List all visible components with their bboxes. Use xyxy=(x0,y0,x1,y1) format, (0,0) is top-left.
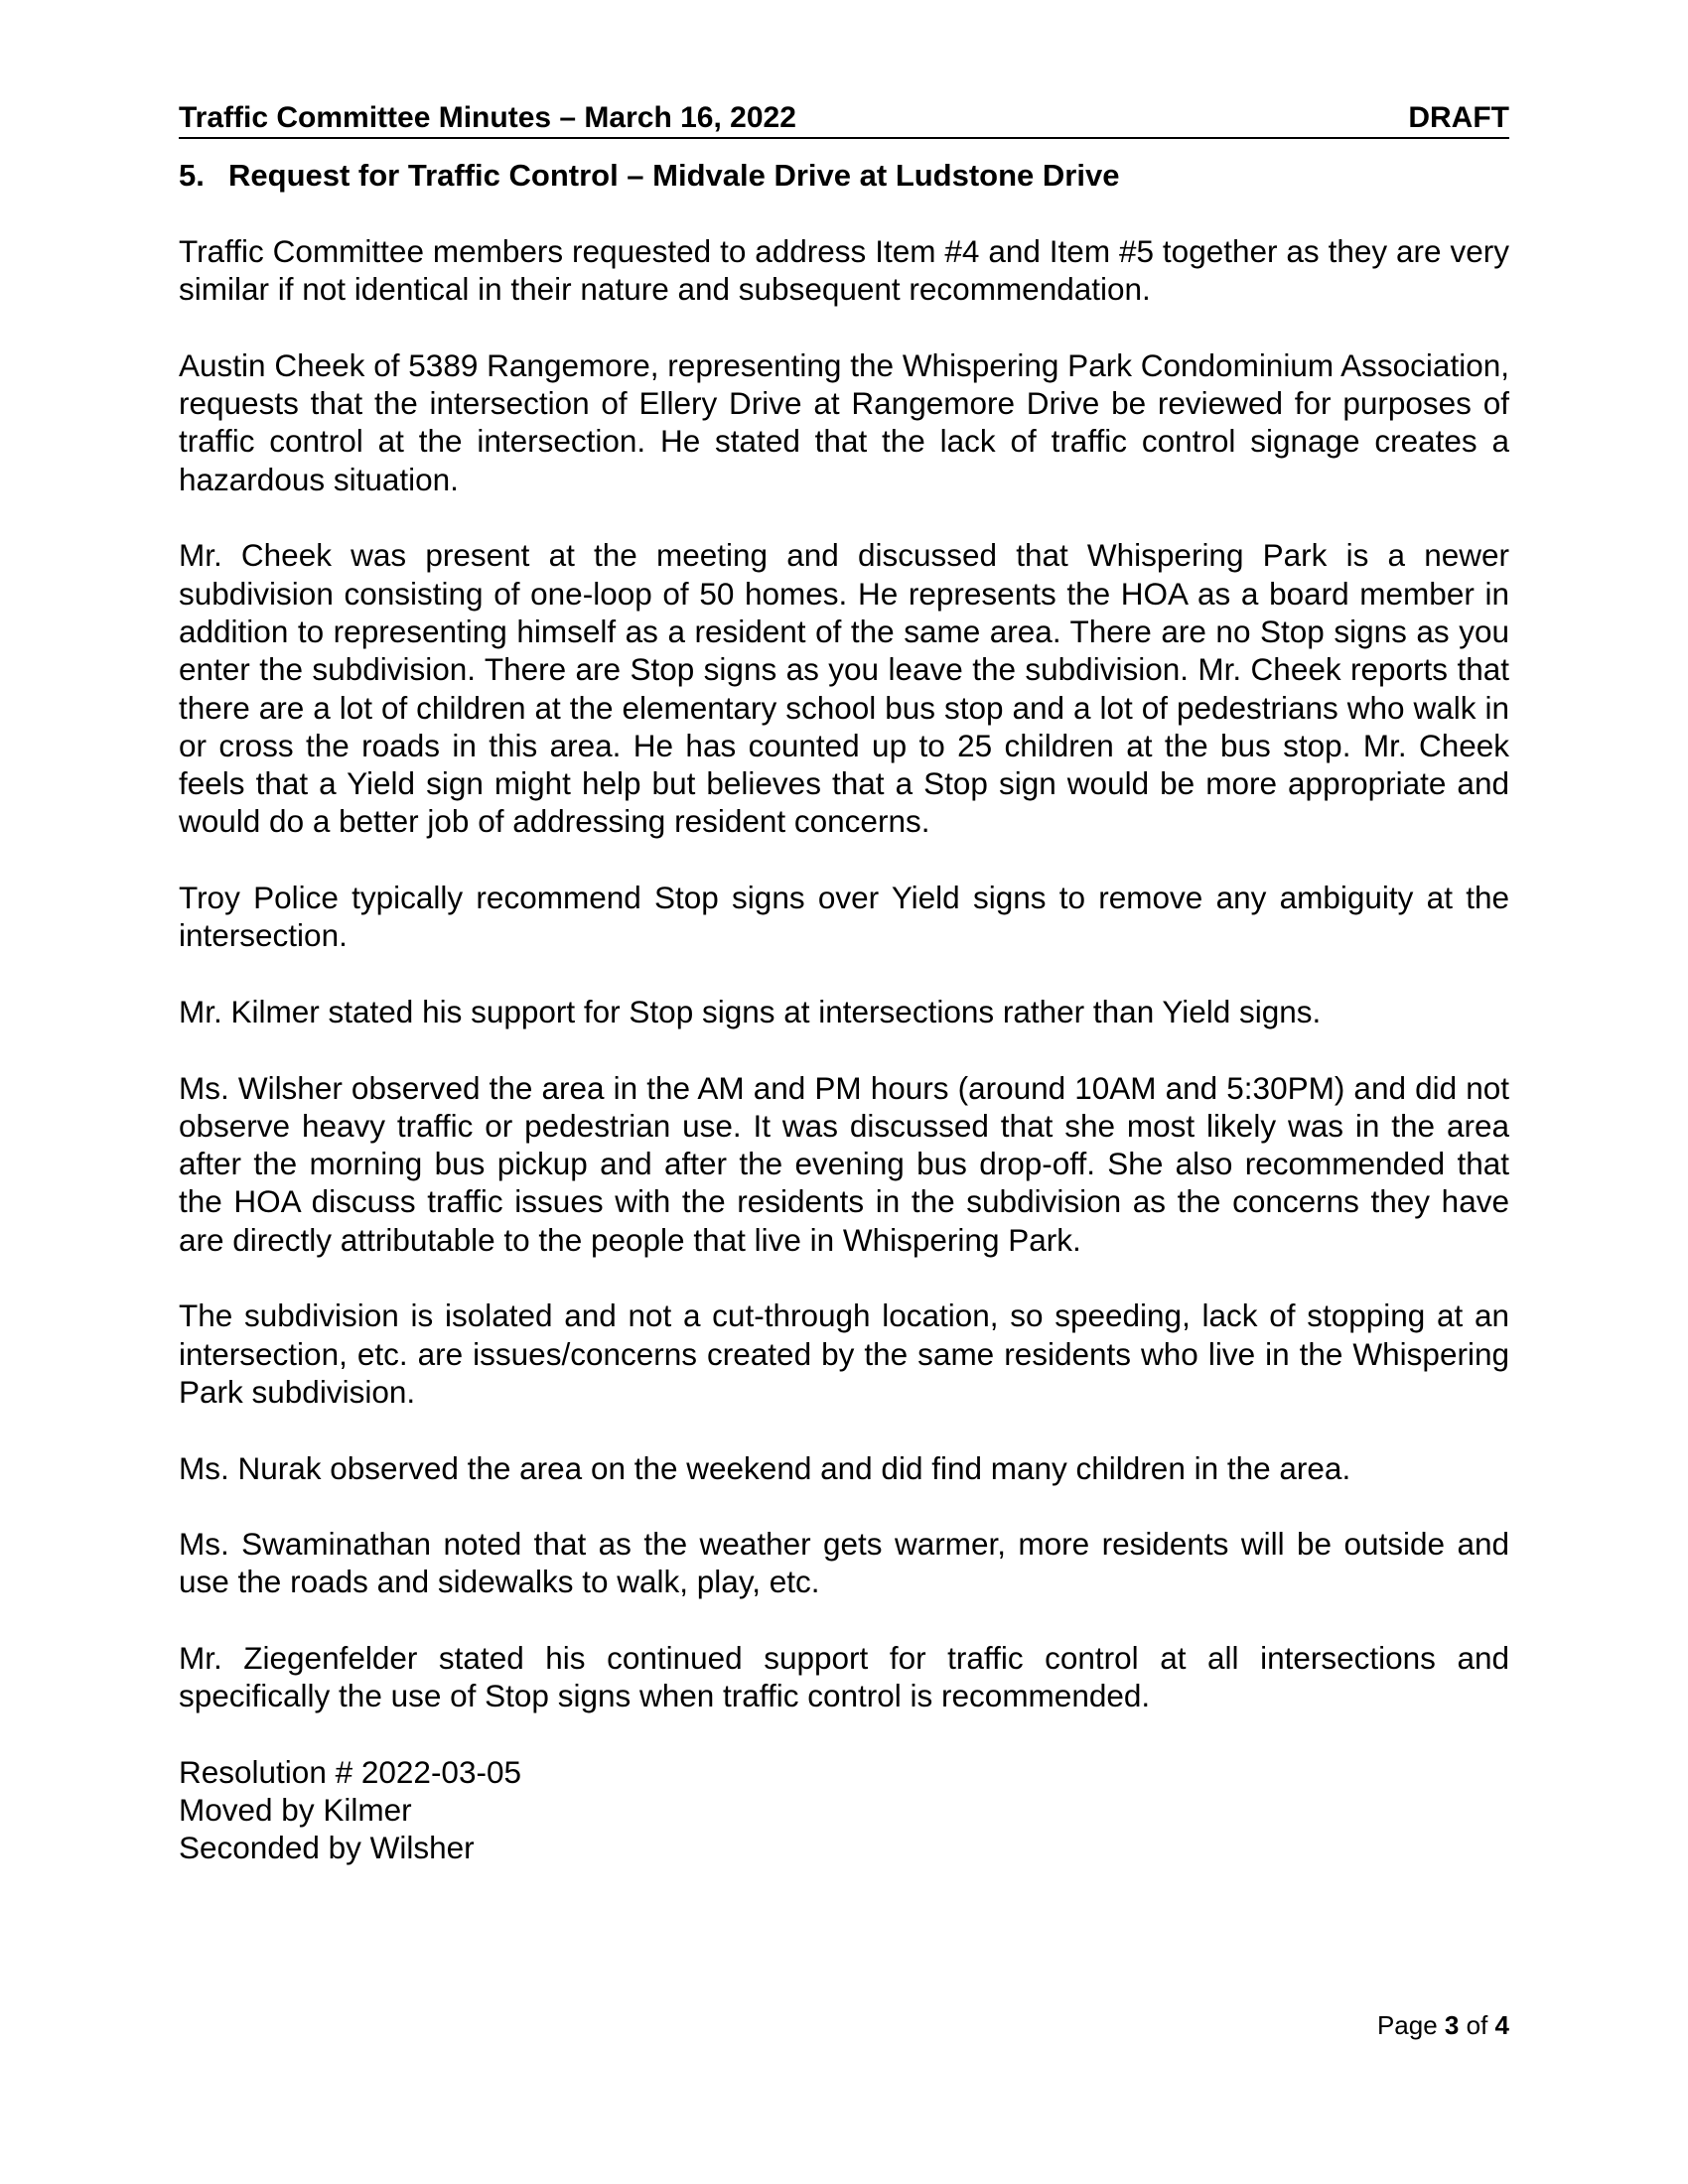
header-title: Traffic Committee Minutes – March 16, 2022 xyxy=(179,101,796,134)
paragraph-2: Austin Cheek of 5389 Rangemore, representing the Whispering Park Condominium Association, requests that the intersection of Ellery Drive at Rangemore Drive be reviewed for purposes of traffic control at the intersection. He stated that the lack of traffic control signage creates a hazardous situation. xyxy=(179,346,1509,497)
draft-label: DRAFT xyxy=(1408,101,1509,134)
document-page xyxy=(179,0,1509,2184)
resolution-number: Resolution # 2022-03-05 xyxy=(179,1753,521,1790)
paragraph-10: Mr. Ziegenfelder stated his continued support for traffic control at all intersections and specifically the use of Stop signs when traffic control is recommended. xyxy=(179,1639,1509,1714)
item-number: 5. xyxy=(179,158,205,193)
page-word: Page xyxy=(1376,2010,1438,2040)
resolution-moved: Moved by Kilmer xyxy=(179,1792,412,1829)
item-heading xyxy=(179,157,1509,195)
minutes-body xyxy=(179,157,1509,1867)
resolution-block xyxy=(179,1753,1509,1867)
paragraph-1: Traffic Committee members requested to address Item #4 and Item #5 together as they are very similar if not identical in their nature and subsequent recommendation. xyxy=(179,233,1509,308)
paragraph-5: Mr. Kilmer stated his support for Stop signs at intersections rather than Yield signs. xyxy=(179,993,1322,1029)
paragraph-6: Ms. Wilsher observed the area in the AM and PM hours (around 10AM and 5:30PM) and did not observe heavy traffic or pedestrian use. It was discussed that she most likely was in the area after the morning bus pickup and after the evening bus drop-off. She also recommended that the HOA discuss traffic issues with the residents in the subdivision as the concerns they have are directly attributable to the people that live in Whispering Park. xyxy=(179,1069,1509,1258)
resolution-seconded: Seconded by Wilsher xyxy=(179,1830,475,1866)
item-title: Request for Traffic Control – Midvale Drive at Ludstone Drive xyxy=(228,158,1120,193)
paragraph-3: Mr. Cheek was present at the meeting and discussed that Whispering Park is a newer subdivision consisting of one-loop of 50 homes. He represents the HOA as a board member in addition to representing himself as a resident of the same area. There are no Stop signs as you enter the subdivision. There are Stop signs as you leave the subdivision. Mr. Cheek reports that there are a lot of children at the elementary school bus stop and a lot of pedestrians who walk in or cross the roads in this area. He has counted up to 25 children at the bus stop. Mr. Cheek feels that a Yield sign might help but believes that a Stop sign would be more appropriate and would do a better job of addressing resident concerns. xyxy=(179,537,1509,840)
paragraph-9: Ms. Swaminathan noted that as the weather gets warmer, more residents will be outside and use the roads and sidewalks to walk, play, etc. xyxy=(179,1526,1509,1600)
of-word: of xyxy=(1466,2010,1488,2040)
paragraph-4: Troy Police typically recommend Stop signs over Yield signs to remove any ambiguity at the intersection. xyxy=(179,880,1509,954)
page-current: 3 xyxy=(1444,2010,1460,2040)
paragraph-8: Ms. Nurak observed the area on the weekend and did find many children in the area. xyxy=(179,1449,1351,1486)
page-total: 4 xyxy=(1494,2010,1509,2040)
page-number xyxy=(1377,2009,1509,2041)
paragraph-7: The subdivision is isolated and not a cut-through location, so speeding, lack of stopping at an intersection, etc. are issues/concerns created by the same residents who live in the Whispering Park subdivision. xyxy=(179,1297,1509,1410)
page-header xyxy=(179,99,1509,139)
